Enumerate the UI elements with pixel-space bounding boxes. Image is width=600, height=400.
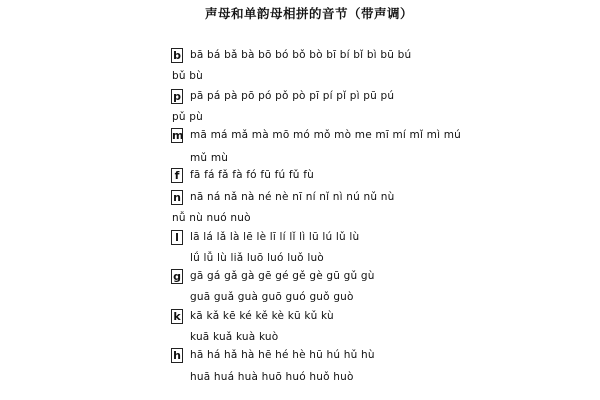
- initial-box: p: [171, 89, 183, 104]
- syllable-line-continued: pǔ pù: [172, 111, 203, 123]
- syllable-line-continued: mǔ mù: [190, 152, 229, 164]
- initial-box: f: [171, 168, 183, 183]
- initial-box: n: [171, 190, 183, 205]
- syllable-line: pā pá pà pō pó pǒ pò pī pí pǐ pì pū pú: [190, 90, 395, 102]
- syllable-line: nā ná nǎ nà né nè nī ní nǐ nì nú nǔ nù: [190, 191, 395, 203]
- initial-box: m: [172, 129, 184, 142]
- syllable-line: mā má mǎ mà mō mó mǒ mò me mī mí mǐ mì mú: [190, 129, 462, 141]
- syllable-line: bā bá bǎ bà bō bó bǒ bò bī bí bǐ bì bū bú: [190, 49, 412, 61]
- syllable-line-continued: bǔ bù: [172, 70, 203, 82]
- initial-box: g: [171, 269, 183, 284]
- syllable-line-continued: kuā kuǎ kuà kuò: [190, 331, 279, 343]
- syllable-line: hā há hǎ hà hē hé hè hū hú hǔ hù: [190, 349, 375, 361]
- syllable-line-continued: nǚ nù nuó nuò: [172, 212, 251, 224]
- syllable-line-continued: huā huá huà huō huó huǒ huò: [190, 371, 354, 383]
- initial-box: k: [171, 309, 183, 324]
- initial-box: b: [171, 48, 183, 63]
- syllable-line-continued: lǘ lǚ lù liǎ luō luó luǒ luò: [190, 252, 324, 264]
- initial-box: h: [171, 348, 183, 363]
- syllable-line: lā lá lǎ là lē lè lī lí lǐ lì lū lú lǔ lù: [190, 231, 360, 243]
- syllable-line: fā fá fǎ fà fó fū fú fǔ fù: [190, 169, 314, 181]
- syllable-line: kā kǎ kē ké kě kè kū kǔ kù: [190, 310, 334, 322]
- syllable-line-continued: guā guǎ guà guō guó guǒ guò: [190, 291, 354, 303]
- initial-box: l: [171, 230, 183, 245]
- page-title: 声母和单韵母相拼的音节（带声调）: [205, 6, 414, 21]
- syllable-line: gā gá gǎ gà gē gé gě gè gū gǔ gù: [190, 270, 375, 282]
